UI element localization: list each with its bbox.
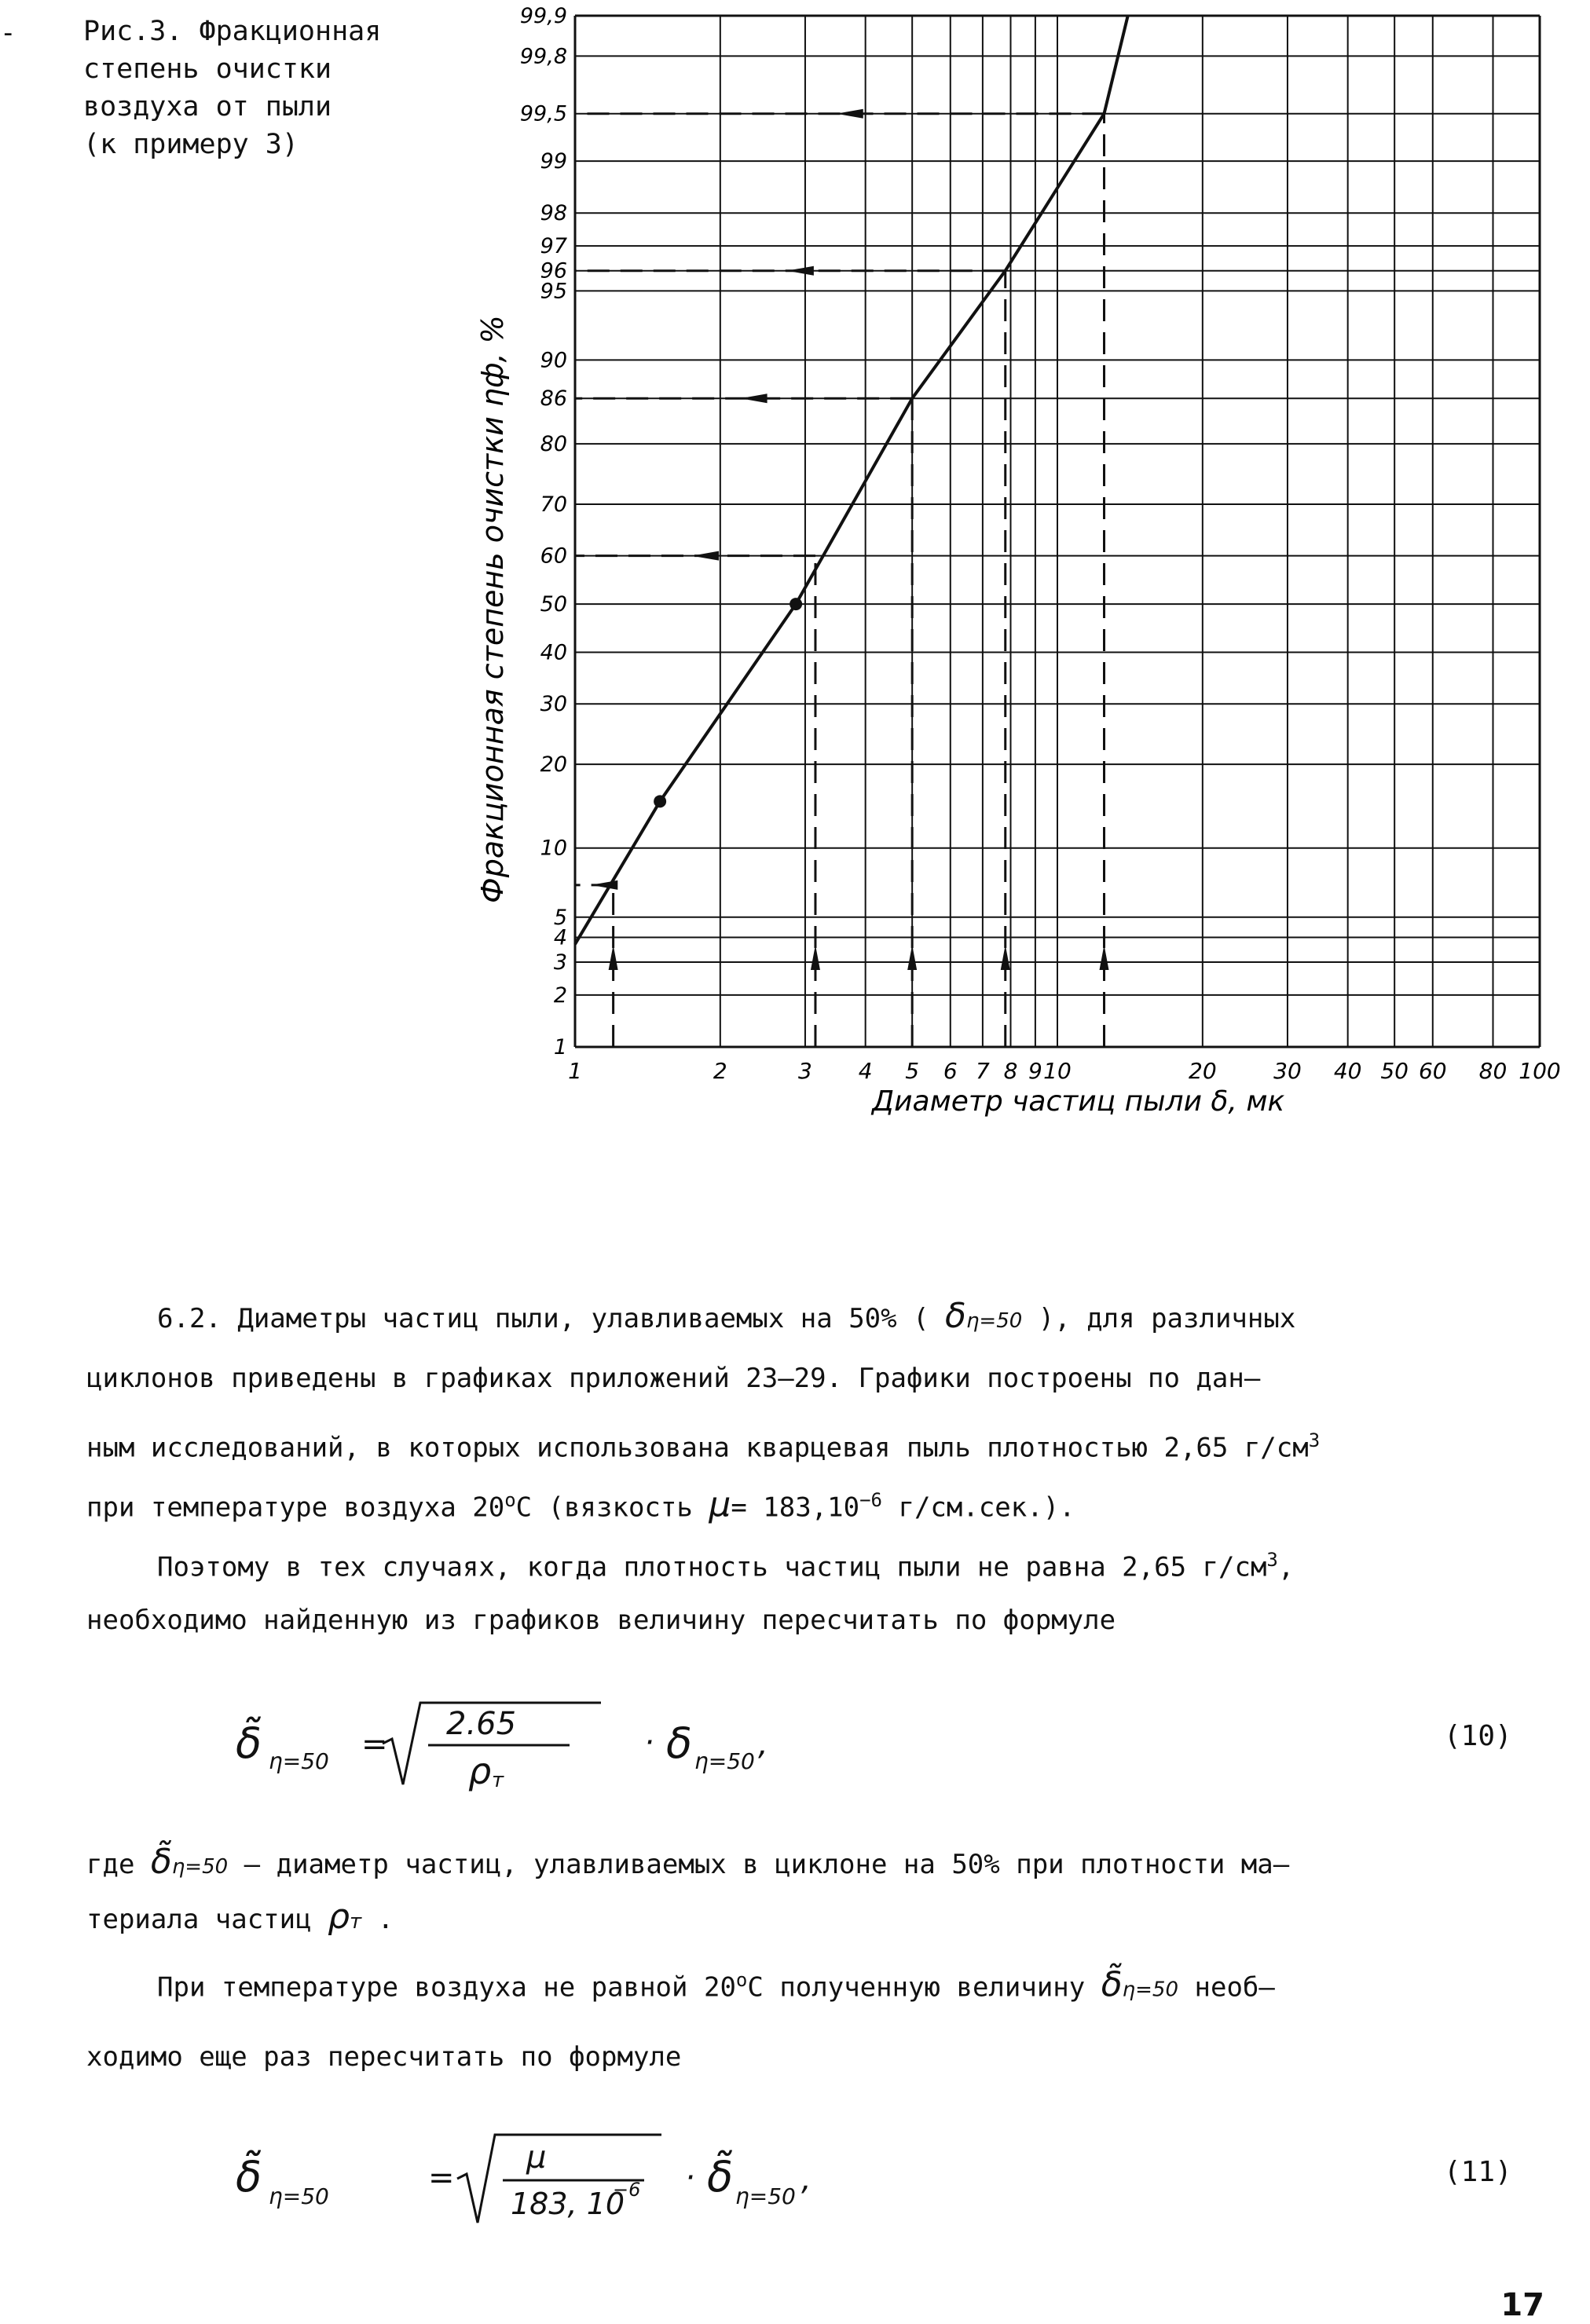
left-arrow-icon [741, 393, 768, 403]
y-tick-label: 4 [553, 925, 567, 950]
data-point [654, 795, 666, 807]
y-tick-label: 40 [540, 640, 567, 665]
paragraph-6-2-line-1: 6.2. Диаметры частиц пыли, улавливаемых на 50% ( δη=50 ), для различных [157, 1296, 1296, 1336]
x-tick-label: 3 [798, 1058, 812, 1084]
efficiency-chart [456, 0, 1587, 1147]
paragraph-4-line-2: ходимо еще раз пересчитать по формуле [86, 2041, 682, 2073]
x-tick-label: 60 [1418, 1058, 1447, 1084]
x-axis-label: Диаметр частиц пыли δ, мк [872, 1085, 1285, 1118]
y-tick-label: 96 [540, 258, 567, 284]
figure-caption: Рис.3. Фракционная степень очистки воздуха от пыли (к примеру 3) [83, 16, 382, 160]
y-tick-label: 3 [553, 950, 567, 975]
equation-number-11: (11) [1444, 2156, 1512, 2188]
y-tick-label: 90 [540, 348, 567, 373]
paragraph-3-line-2: териала частиц ρт . [86, 1897, 394, 1937]
y-tick-label: 20 [540, 752, 567, 778]
y-tick-label: 1 [553, 1035, 567, 1060]
page-number: 17 [1500, 2287, 1544, 2323]
y-tick-label: 50 [540, 592, 567, 617]
up-arrow-icon [1100, 945, 1109, 970]
margin-dash: - [0, 17, 16, 49]
x-tick-label: 50 [1380, 1058, 1409, 1084]
x-tick-label: 30 [1273, 1058, 1302, 1084]
delta-tilde-symbol: δ̃ [150, 1842, 172, 1882]
formula-11: δ̃̃ η=50 = μ 183, 10 −6 · δ̃ η=50 , [236, 2128, 943, 2231]
x-tick-label: 7 [975, 1058, 990, 1084]
delta-subscript: η=50 [965, 1309, 1023, 1333]
x-tick-label: 10 [1043, 1058, 1072, 1084]
x-tick-label: 80 [1478, 1058, 1508, 1084]
y-tick-label: 10 [540, 836, 567, 861]
delta-tilde-symbol-2: δ̃ [1101, 1964, 1123, 2005]
up-arrow-icon [907, 945, 917, 970]
equation-number-10: (10) [1444, 1720, 1512, 1752]
readout-lines [575, 109, 1109, 1047]
up-arrow-icon [811, 945, 820, 970]
y-tick-label: 70 [540, 492, 567, 517]
x-tick-labels [568, 1058, 1561, 1084]
up-arrow-icon [609, 945, 618, 970]
y-tick-label: 60 [540, 543, 567, 569]
y-tick-label: 80 [540, 432, 567, 457]
y-tick-label: 30 [540, 692, 567, 717]
paragraph-6-2-line-2: циклонов приведены в графиках приложений 23–29. Графики построены по дан– [86, 1363, 1261, 1394]
y-tick-label: 99 [540, 149, 567, 174]
paragraph-6-2-line-3: ным исследований, в которых использована кварцевая пыль плотностью 2,65 $г/см^3$ [86, 1429, 1321, 1464]
x-tick-label: 20 [1189, 1058, 1217, 1084]
x-grid [575, 16, 1540, 1047]
paragraph-2-line-1: Поэтому в тех случаях, когда плотность частиц пыли не равна 2,65 $г/см^3$, [157, 1549, 1295, 1583]
paragraph-6-2-line-4: при температуре воздуха $20^оС$ (вязкость $\mu= 183,10^{-6}$ г/см.сек.). [86, 1484, 1075, 1525]
paragraph-2-line-2: необходимо найденную из графиков величину пересчитать по формуле [86, 1605, 1116, 1636]
x-tick-label: 8 [1003, 1058, 1018, 1084]
y-tick-label: 99,8 [519, 44, 567, 69]
y-tick-label: 86 [540, 386, 567, 412]
left-arrow-icon [837, 109, 863, 119]
x-tick-label: 40 [1333, 1058, 1362, 1084]
up-arrow-icon [1001, 945, 1010, 970]
delta-symbol: δ [945, 1296, 966, 1336]
y-tick-labels [520, 4, 567, 1060]
x-tick-label: 1 [568, 1058, 582, 1084]
y-tick-label: 95 [540, 279, 567, 304]
x-tick-label: 2 [713, 1058, 727, 1084]
y-axis-label: Фракционная степень очистки ηф, % [475, 315, 510, 903]
y-tick-label: 5 [553, 905, 567, 930]
left-arrow-icon [787, 266, 814, 276]
x-tick-label: 5 [905, 1058, 920, 1084]
y-tick-label: 99,9 [519, 4, 567, 28]
paragraph-3-line-1: где δ̃η=50 – диаметр частиц, улавливаемых в циклоне на 50% при плотности ма– [86, 1842, 1290, 1882]
paragraph-4-line-1: При температуре воздуха не равной $20^оС$ полученную величину δ̃η=50 необ– [157, 1964, 1275, 2005]
x-tick-label: 6 [943, 1058, 958, 1084]
rho-symbol: ρ [328, 1897, 350, 1937]
y-tick-label: 98 [540, 201, 567, 226]
left-arrow-icon [692, 551, 719, 561]
formula-10: δ̃ η=50 = 2.65 ρ т · δ η=50 , [236, 1696, 943, 1791]
y-tick-label: 2 [553, 983, 567, 1008]
data-point [790, 598, 802, 610]
y-tick-label: 97 [540, 234, 567, 259]
y-tick-label: 99,5 [519, 101, 567, 126]
x-tick-label: 4 [858, 1058, 873, 1084]
x-tick-label: 100 [1519, 1058, 1561, 1084]
mu-symbol: μ [709, 1484, 731, 1525]
x-tick-label: 9 [1028, 1058, 1042, 1084]
